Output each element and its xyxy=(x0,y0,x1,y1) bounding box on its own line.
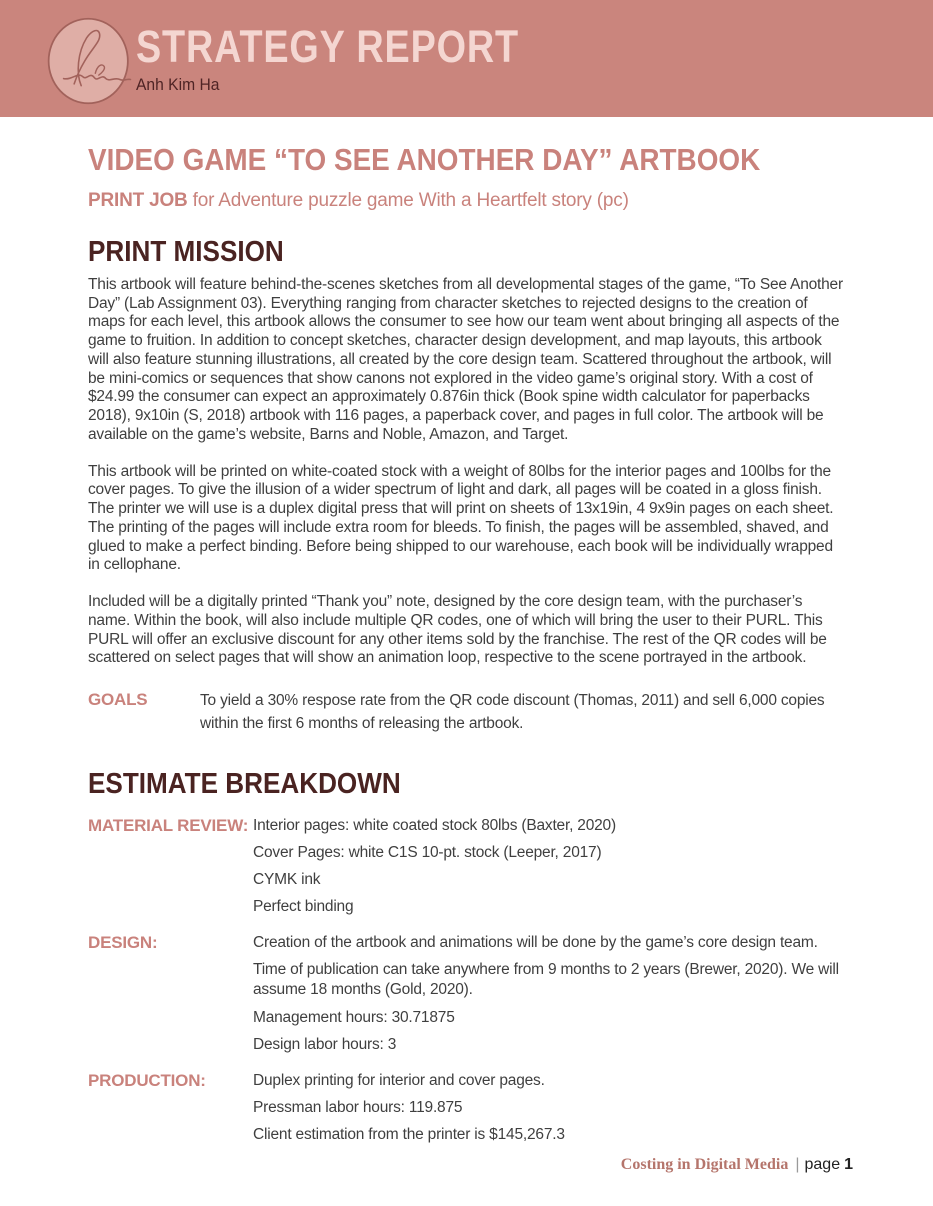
material-review-label: MATERIAL REVIEW: xyxy=(88,815,249,835)
print-mission-paragraph-1: This artbook will feature behind-the-scenes sketches from all developmental stages of the game, “To See Another Day” (Lab Assignment 03). Everything ranging from character sketches to rejected designs to the creation of maps for each level, this artbook allows the consumer to see how our team went about bringing all aspects of the game to fruition. In addition to concept sketches, character design development, and map layouts, this artbook will also feature stunning illustrations, all created by the core design team. Scattered throughout the artbook, will be mini-comics or sequences that show canons not explored in the video game’s original story. With a cost of $24.99 the consumer can expect an approximately 0.876in thick (Book spine width calculator for paperbacks 2018), 9x10in (S, 2018) artbook with 116 pages, a paperback cover, and pages in full color. The artbook will be available on the game’s website, Barns and Noble, Amazon, and Target. xyxy=(88,275,843,443)
subtitle-text: for Adventure puzzle game With a Heartfelt story (pc) xyxy=(187,189,629,211)
header-banner xyxy=(0,0,933,117)
list-item: CYMK ink xyxy=(253,870,321,888)
document-body xyxy=(0,144,933,1145)
list-item: Design labor hours: 3 xyxy=(253,1035,397,1053)
brand-block xyxy=(136,21,592,95)
document-title: VIDEO GAME “TO SEE ANOTHER DAY” ARTBOOK xyxy=(88,142,761,177)
production-label: PRODUCTION: xyxy=(88,1070,206,1090)
page-footer xyxy=(621,1156,853,1174)
list-item: Duplex printing for interior and cover pages. xyxy=(253,1071,545,1089)
list-item: Time of publication can take anywhere from 9 months to 2 years (Brewer, 2020). We will assume 18 months (Gold, 2020). xyxy=(253,961,839,999)
footer-course-title: Costing in Digital Media xyxy=(620,1156,789,1173)
document-subtitle xyxy=(88,190,845,212)
list-item: Cover Pages: white C1S 10-pt. stock (Leeper, 2017) xyxy=(253,843,602,861)
estimate-breakdown-heading: ESTIMATE BREAKDOWN xyxy=(88,768,401,801)
list-item: Pressman labor hours: 119.875 xyxy=(253,1099,463,1117)
material-review-items xyxy=(253,816,845,918)
footer-page-number: 1 xyxy=(844,1156,853,1173)
list-item: Perfect binding xyxy=(253,898,354,916)
goals-label: GOALS xyxy=(88,690,148,710)
goals-text: To yield a 30% respose rate from the QR code discount (Thomas, 2011) and sell 6,000 copies within the first 6 months of releasing the artbook. xyxy=(200,692,825,732)
brand-author: Anh Kim Ha xyxy=(136,75,220,94)
footer-divider: | xyxy=(795,1156,800,1173)
footer-page-label: page xyxy=(804,1156,841,1173)
list-item: Creation of the artbook and animations will be done by the game’s core design team. xyxy=(253,934,818,952)
signature-monogram-icon xyxy=(46,16,134,106)
print-mission-heading: PRINT MISSION xyxy=(88,235,284,268)
design-label: DESIGN: xyxy=(88,933,158,953)
estimate-row-material-review xyxy=(88,816,845,918)
estimate-row-design xyxy=(88,933,845,1055)
design-items xyxy=(253,933,845,1055)
goals-row xyxy=(88,690,845,735)
print-mission-paragraph-2: This artbook will be printed on white-coated stock with a weight of 80lbs for the interior pages and 100lbs for the cover pages. To give the illusion of a wider spectrum of light and dark, all pages will be coated in a gloss finish. The printer we will use is a duplex digital press that will print on sheets of 13x19in, 4 9x9in pages on each sheet. The printing of the pages will include extra room for bleeds. To finish, the pages will be assembled, shaved, and glued to make a perfect binding. Before being shipped to our warehouse, each book will be individually wrapped in cellophane. xyxy=(88,462,834,574)
production-items xyxy=(253,1071,845,1145)
print-mission-paragraph-3: Included will be a digitally printed “Thank you” note, designed by the core design team, with the purchaser’s name. Within the book, will also include multiple QR codes, one of which will bring the user to their PURL. This PURL will offer an exclusive discount for any other items sold by the franchise. The rest of the QR codes will be scattered on select pages that will show an animation loop, respective to the scene portrayed in the artbook. xyxy=(88,593,827,667)
list-item: Interior pages: white coated stock 80lbs (Baxter, 2020) xyxy=(253,816,616,834)
estimate-row-production xyxy=(88,1071,845,1145)
subtitle-label: PRINT JOB xyxy=(88,189,188,211)
list-item: Client estimation from the printer is $145,267.3 xyxy=(253,1126,565,1144)
brand-title: STRATEGY REPORT xyxy=(136,21,519,72)
list-item: Management hours: 30.71875 xyxy=(253,1008,455,1026)
